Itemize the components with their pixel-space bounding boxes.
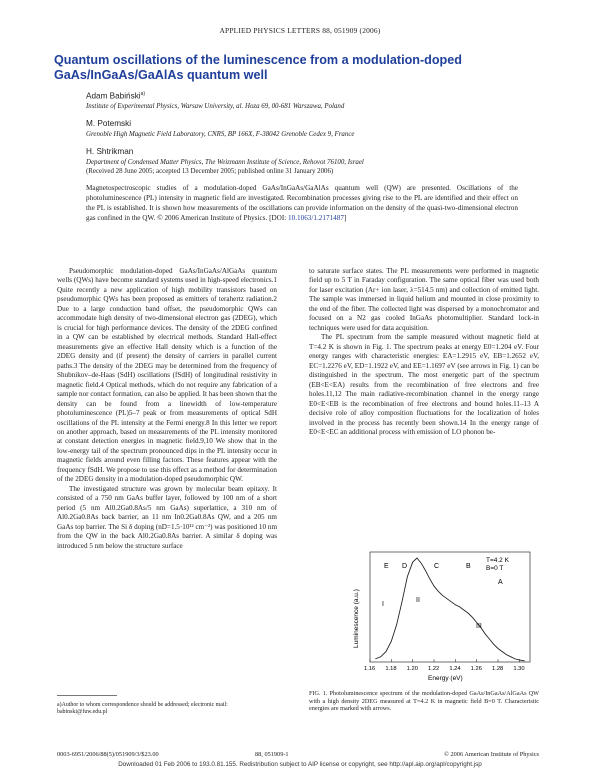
body-paragraph: Pseudomorphic modulation-doped GaAs/InGaAs/AlGaAs quantum wells (QWs) have become standard systems used in high-speed electronics.1 Quite recently a new application of high mobility transistors based on pseudomorphic QWs has been proposed as emitters of terahertz radiation.2 Due to a large conduction band offset, the pseudomorphic QWs can accommodate high density of two-dimensional electron gas (2DEG), which is crucial for high performance devices. The density of the 2DEG confined in a QW can be established by electrical methods. Standard Hall-effect measurements give an effective Hall density which is a function of the 2DEG density and (if present) the density of carriers in parallel current paths.3 The density of the 2DEG may be determined from the frequency of Shubnikov–de-Haas (SdH) oscillations (fSdH) of longitudinal resistivity in magnetic field.4 Optical methods, which do not require any fabrication of a sample nor contact formation, can also be applied. It has been shown that the density can be found from a linewidth of low-temperature photoluminescence (PL)5–7 peak or from measurements of optical SdH oscillations of the PL intensity at the Fermi energy.8 In this letter we report on another approach, based on measurements of the PL intensity monitored at constant detection energies in magnetic field.9,10 We show that in the low-energy tail of the spectrum pronounced dips in the PL intensity occur in magnetic fields around even filling factors. These features appear with the frequency fSdH. We propose to use this effect as a method for determination of the 2DEG density in a modulation-doped pseudomorphic QW. <box>57 267 277 484</box>
figure-caption: FIG. 1. Photoluminescence spectrum of the modulation-doped GaAs/InGaAs/AlGaAs QW with a high density 2DEG measured at T=4.2 K in magnetic field B=0 T. Characteristic energies are marked with arrows. <box>309 690 539 713</box>
figure-1-chart <box>348 548 538 684</box>
doi-prefix: [DOI: <box>269 213 287 222</box>
journal-header: APPLIED PHYSICS LETTERS 88, 051909 (2006) <box>219 26 381 35</box>
x-tick-label: 1.24 <box>449 666 461 672</box>
marker-B: B <box>466 563 471 570</box>
affiliation-3: Department of Condensed Matter Physics, The Weizmann Institute of Science, Rehovot 76100, Israel <box>86 159 364 166</box>
x-tick-label: 1.30 <box>513 666 525 672</box>
plot-frame <box>370 552 530 662</box>
footer-page: 88, 051909-1 <box>255 751 289 758</box>
received-dates: (Received 28 June 2005; accepted 13 December 2005; published online 31 January 2006) <box>86 168 334 175</box>
body-right-column <box>309 267 539 437</box>
x-tick-label: 1.20 <box>406 666 418 672</box>
affiliation-2: Grenoble High Magnetic Field Laboratory, CNRS, BP 166X, F-38042 Grenoble Cedex 9, France <box>86 131 355 138</box>
download-notice: Downloaded 01 Feb 2006 to 193.0.81.155. Redistribution subject to AIP license or copyright, see http://apl.aip.org/apl/copyright.jsp <box>118 761 482 768</box>
annotation-field: B=0 T <box>486 565 504 572</box>
doi-link[interactable]: 10.1063/1.2171487 <box>288 213 344 222</box>
footer-copyright: © 2006 American Institute of Physics <box>444 751 539 758</box>
footer-line <box>57 751 539 758</box>
x-tick-label: 1.22 <box>428 666 440 672</box>
region-I: I <box>382 601 384 608</box>
annotation-temperature: T=4.2 K <box>486 557 509 564</box>
footer-issn: 0003-6951/2006/88(5)/051909/3/$23.00 <box>57 751 159 758</box>
body-left-column <box>57 267 277 551</box>
x-tick-label: 1.18 <box>385 666 397 672</box>
pl-series-line <box>375 558 524 661</box>
author-2: M. Potemski <box>86 119 132 128</box>
marker-A: A <box>498 579 503 586</box>
region-III: III <box>476 623 482 630</box>
y-axis-label: Luminescence (a.u.) <box>353 589 360 648</box>
marker-E: E <box>384 563 389 570</box>
marker-C: C <box>434 563 440 570</box>
body-paragraph: The PL spectrum from the sample measured without magnetic field at T=4.2 K is shown in Fig. 1. The spectrum peaks at energy E0=1.204 eV. Four energy ranges with characteristic energies: EA=1.2915 eV, EB=1.2652 eV, EC=1.2276 eV, ED=1.1922 eV, and EE=1.1697 eV (see arrows in Fig. 1) can be distinguished in the spectrum. The most energetic part of the spectrum (EB<E<EA) results from the recombination of free electrons and free holes.11,12 The main radiative-recombination channel in the energy range E0<E<EB is the recombination of free electrons and bound holes.11–13 A decisive role of alloy composition fluctuations for the localization of holes involved in the process has recently been shown.14 In the energy range of E0<E<EC an additional process with emission of LO phonon be- <box>309 333 539 436</box>
x-tick-label: 1.16 <box>364 666 376 672</box>
footnote-divider <box>57 695 117 696</box>
author-3: H. Shtrikman <box>86 147 134 156</box>
affiliation-1: Institute of Experimental Physics, Warsaw University, al. Hoza 69, 00-681 Warszawa, Poland <box>86 103 345 110</box>
abstract-text: Magnetospectroscopic studies of a modulation-doped GaAs/InGaAs/GaAlAs quantum well (QW) are presented. Oscillations of the photoluminescence (PL) intensity in magnetic field are investigated. Recombination processes giving rise to the PL are identified and their effect on the PL is established. It is shown how measurements of the oscillations can provide information on the density of the quasi-two-dimensional electron gas confined in the QW. © 2006 American Institute of Physics. <box>86 184 518 222</box>
body-paragraph: to saturate surface states. The PL measurements were performed in magnetic field up to 5 T in Faraday configuration. The same optical fiber was used both for laser excitation (Ar+ ion laser, λ=514.5 nm) and collection of emitted light. The sample was immersed in liquid helium and mounted in close proximity to the end of the fiber. The collected light was dispersed by a monochromator and focused on a N2 gas cooled InGaAs photomultiplier. Standard lock-in techniques were used for data acquisition. <box>309 267 539 332</box>
author-1 <box>86 91 145 101</box>
marker-D: D <box>402 563 408 570</box>
author-1-sup: a) <box>140 91 146 97</box>
x-axis-label: Energy (eV) <box>428 675 463 682</box>
footnote: a)Author to whom correspondence should be addressed; electronic mail: babinski@fuw.edu.pl <box>57 702 228 716</box>
author-1-name: Adam Babiński <box>86 91 141 101</box>
paper-title: Quantum oscillations of the luminescence from a modulation-doped GaAs/InGaAs/GaAlAs quantum well <box>54 53 462 82</box>
body-paragraph: The investigated structure was grown by molecular beam epitaxy. It consisted of a 750 nm GaAs buffer layer, followed by 100 nm of a short period (5 nm Al0.2Ga0.8As/5 nm GaAs) superlattice, a 310 nm of Al0.2Ga0.8As back barrier, an 11 nm In0.2Ga0.8As QW, and a 205 nm GaAs top barrier. The Si δ doping (nD=1.5·10¹² cm⁻²) was positioned 10 nm from the QW in the back Al0.2Ga0.8As barrier. A similar δ doping was introduced 5 nm below the structure surface <box>57 484 277 550</box>
x-tick-label: 1.28 <box>492 666 504 672</box>
doi-suffix: ] <box>343 213 347 222</box>
abstract <box>86 184 518 224</box>
region-II: II <box>416 597 420 604</box>
x-tick-label: 1.26 <box>470 666 482 672</box>
